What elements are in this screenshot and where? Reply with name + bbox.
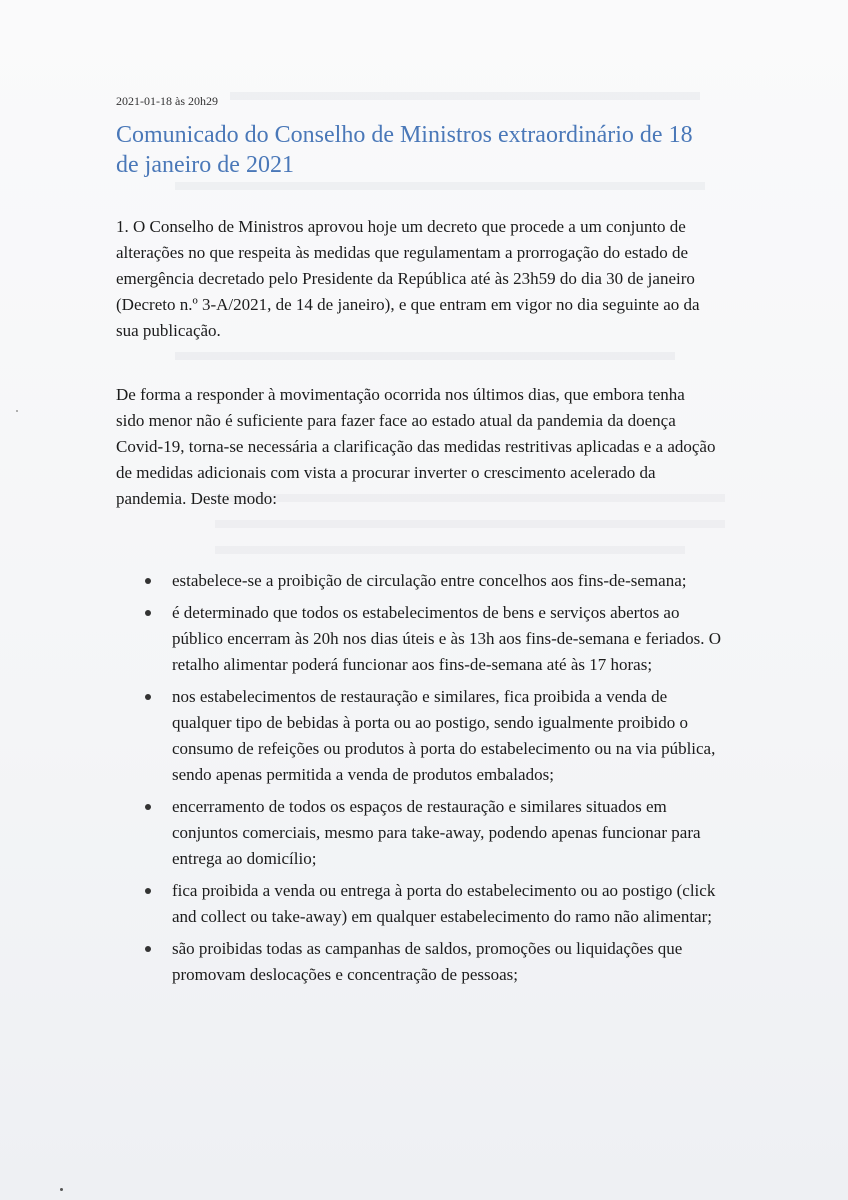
list-item-text: é determinado que todos os estabelecimentos de bens e serviços abertos ao público encerram às 20h nos dias úteis e às 13h aos fins-de-semana e feriados. O retalho alimentar poderá funcionar aos fins-de-semana até às 17 horas; <box>172 603 722 674</box>
list-item-text: são proibidas todas as campanhas de saldos, promoções ou liquidações que promovam deslocações e concentração de pessoas; <box>172 939 683 984</box>
page-title: Comunicado do Conselho de Ministros extraordinário de 18 de janeiro de 2021 <box>116 122 693 178</box>
scan-speck <box>16 410 18 412</box>
list-item-text: nos estabelecimentos de restauração e similares, fica proibida a venda de qualquer tipo de bebidas à porta ou ao postigo, sendo igualmente proibido o consumo de refeições ou produtos à porta do estabelecimento ou na via pública, sendo apenas permitida a venda de produtos embalados; <box>172 687 716 784</box>
scan-speck <box>60 1188 63 1191</box>
show-through-line <box>175 182 705 200</box>
list-item <box>116 684 726 788</box>
bullet-icon <box>145 694 151 700</box>
bullet-icon <box>145 946 151 952</box>
bullet-icon <box>145 610 151 616</box>
list-item-text: estabelece-se a proibição de circulação entre concelhos aos fins-de-semana; <box>172 571 687 590</box>
list-item-text: encerramento de todos os espaços de restauração e similares situados em conjuntos comerciais, mesmo para take-away, podendo apenas funcionar para entrega ao domicílio; <box>172 797 701 868</box>
paragraph-decree: 1. O Conselho de Ministros aprovou hoje um decreto que procede a um conjunto de alterações no que respeita às medidas que regulamentam a prorrogação do estado de emergência decretado pelo Presidente da República até às 23h59 do dia 30 de janeiro (Decreto n.º 3-A/2021, de 14 de janeiro), e que entram em vigor no dia seguinte ao da sua publicação. <box>116 217 700 340</box>
list-item <box>116 568 726 594</box>
list-item <box>116 936 726 988</box>
show-through-line <box>230 92 700 110</box>
show-through-line <box>215 546 685 564</box>
bullet-icon <box>145 804 151 810</box>
list-item <box>116 878 726 930</box>
measures-list <box>116 568 726 994</box>
publication-datetime: 2021-01-18 às 20h29 <box>116 94 218 108</box>
show-through-line <box>215 520 725 538</box>
list-item <box>116 600 726 678</box>
list-item-text: fica proibida a venda ou entrega à porta do estabelecimento ou ao postigo (click and collect ou take-away) em qualquer estabelecimento do ramo não alimentar; <box>172 881 716 926</box>
bullet-icon <box>145 578 151 584</box>
bullet-icon <box>145 888 151 894</box>
list-item <box>116 794 726 872</box>
paragraph-context: De forma a responder à movimentação ocorrida nos últimos dias, que embora tenha sido menor não é suficiente para fazer face ao estado atual da pandemia da doença Covid-19, torna-se necessária a clarificação das medidas restritivas aplicadas e a adoção de medidas adicionais com vista a procurar inverter o crescimento acelerado da pandemia. Deste modo: <box>116 385 716 508</box>
show-through-line <box>175 352 675 370</box>
